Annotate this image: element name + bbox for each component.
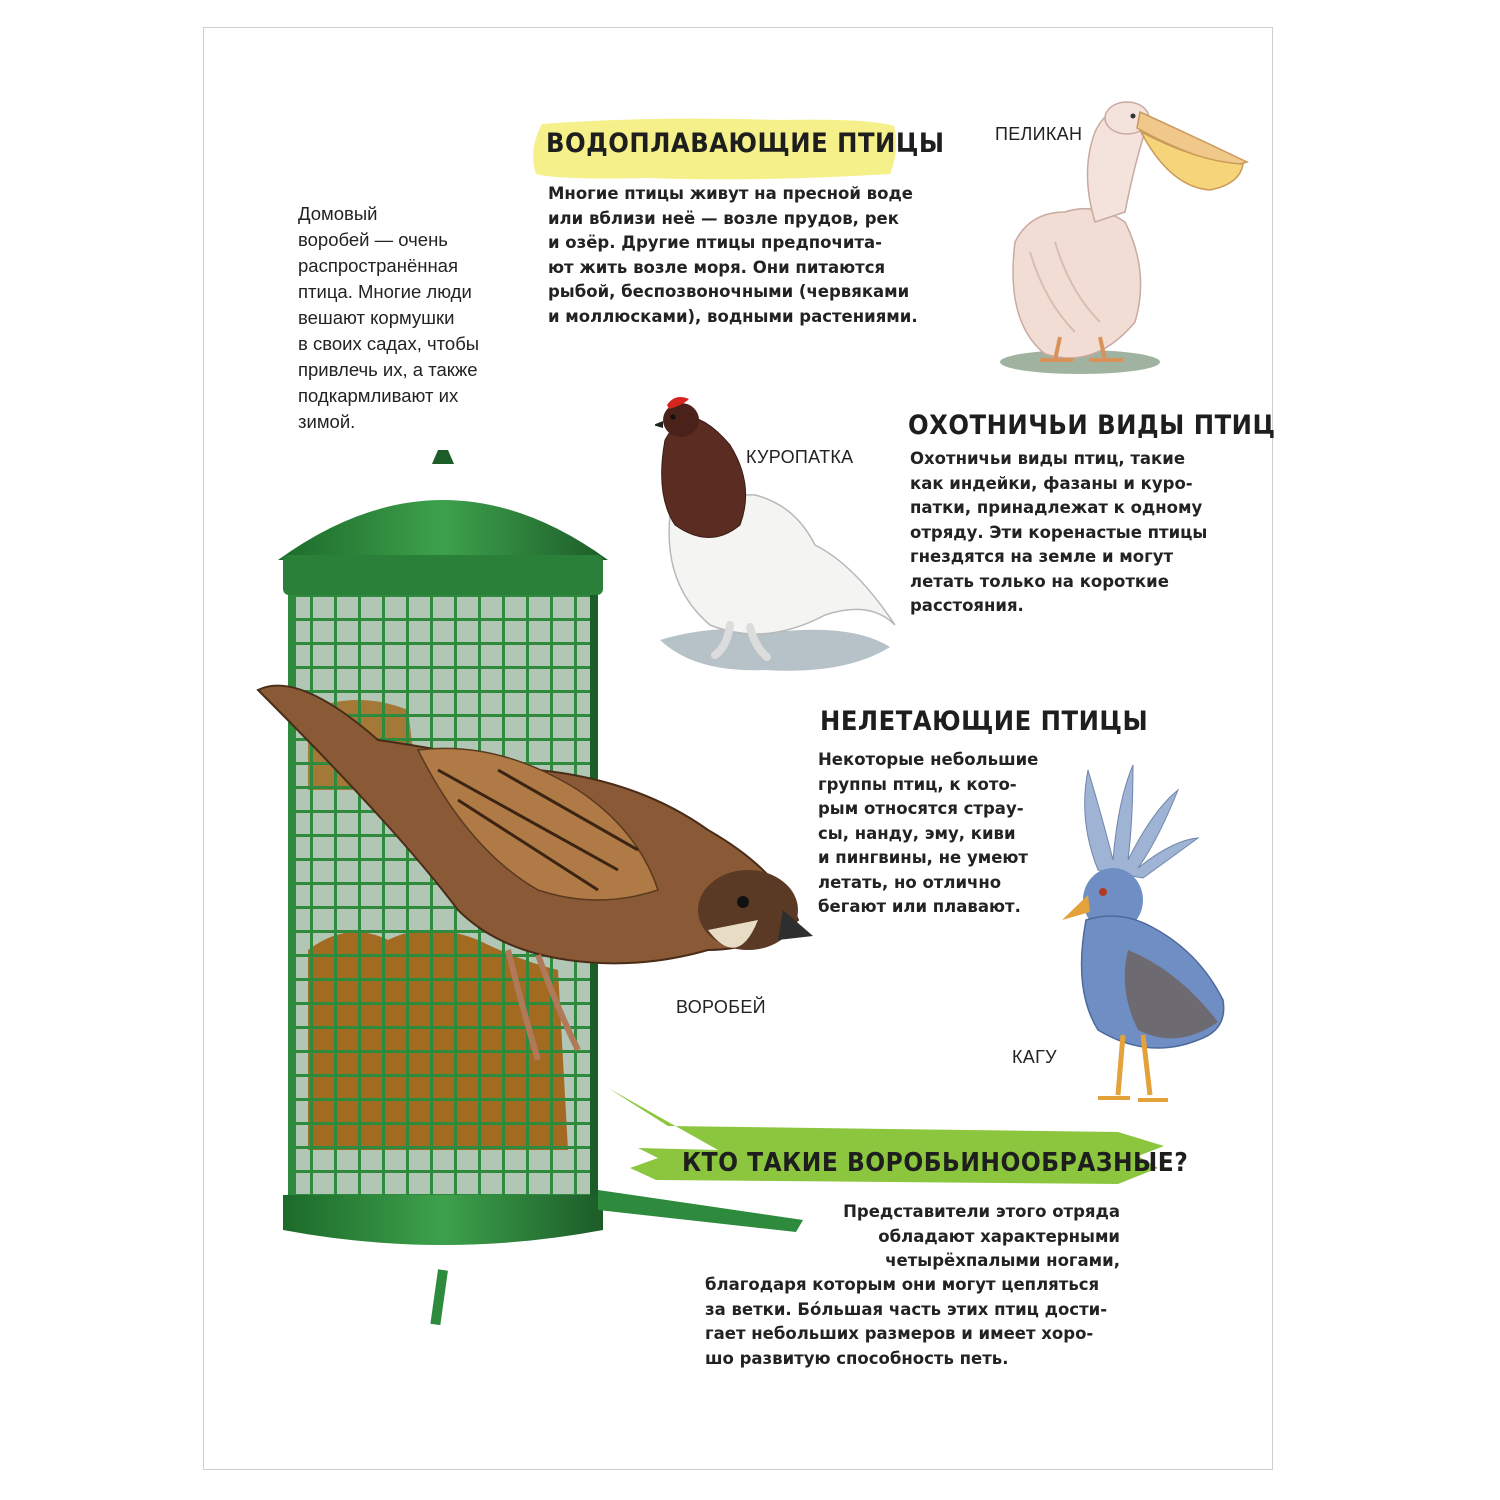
text-line: Некоторые небольшие [818,750,1039,769]
text-line: как индейки, фазаны и куро- [910,473,1193,493]
partridge-caption: КУРОПАТКА [746,447,854,467]
text-line: расстояния. [910,596,1024,615]
text-line: рыбой, беспозвоночными (червяками [548,282,910,301]
text-line: и пингвины, не умеют [818,848,1028,867]
text-line: Охотничьи виды птиц, такие [910,449,1186,468]
passerine-text-continued [705,1273,1107,1371]
pelican-illustration [985,92,1255,382]
text-line: Представители этого отряда [843,1202,1120,1221]
passerine-text [700,1200,1120,1274]
text-line: отряду. Эти коренастые птицы [910,522,1208,542]
water-birds-text [548,182,918,329]
sidebar-line: вешают кормушки [298,307,455,328]
text-line: обладают характерными [878,1226,1120,1246]
game-birds-heading: ОХОТНИЧЬИ ВИДЫ ПТИЦ [908,410,1276,441]
pelican-caption: ПЕЛИКАН [995,124,1083,144]
bird-feeder-illustration [238,450,818,1330]
sidebar-line: подкармливают их [298,385,459,406]
text-line: сы, нанду, эму, киви [818,823,1016,843]
sidebar-line: зимой. [298,411,356,432]
text-line: четырёхпалыми ногами, [885,1251,1120,1270]
sidebar-line: воробей — очень [298,229,448,250]
text-line: и озёр. Другие птицы предпочита- [548,233,882,252]
sidebar-line: Домовый [298,203,378,224]
text-line: и моллюсками), водными растениями. [548,306,918,326]
sidebar-line: распространённая [298,255,458,276]
text-line: за ветки. Бóльшая часть этих птиц дости- [705,1299,1108,1319]
text-line: шо развитую способность петь. [705,1348,1009,1368]
water-birds-heading: ВОДОПЛАВАЮЩИЕ ПТИЦЫ [546,128,945,159]
sparrow-caption: ВОРОБЕЙ [676,997,766,1017]
passerine-heading: КТО ТАКИЕ ВОРОБЬИНООБРАЗНЫЕ? [682,1148,1189,1178]
text-line: летать только на короткие [910,571,1169,591]
text-line: летать, но отлично [818,872,1002,892]
text-line: гает небольших размеров и имеет хоро- [705,1324,1094,1343]
text-line: благодаря которым они могут цепляться [705,1275,1100,1294]
text-line: группы птиц, к кото- [818,774,1017,794]
text-line: ют жить возле моря. Они питаются [548,257,886,277]
text-line: бегают или плавают. [818,897,1021,916]
sidebar-line: в своих садах, чтобы [298,333,480,354]
text-line: рым относятся страу- [818,799,1024,818]
sidebar-line: привлечь их, а также [298,359,478,380]
sidebar-line: птица. Многие люди [298,281,472,302]
text-line: Многие птицы живут на пресной воде [548,184,913,203]
kagu-caption: КАГУ [1012,1047,1057,1067]
sparrow-sidebar-text [298,201,479,435]
text-line: гнездятся на земле и могут [910,547,1174,566]
flightless-birds-heading: НЕЛЕТАЮЩИЕ ПТИЦЫ [820,706,1149,737]
kagu-illustration [1058,760,1233,1110]
flightless-birds-text [818,748,1038,920]
game-birds-text [910,447,1207,619]
text-line: или вблизи неё — возле прудов, рек [548,208,899,228]
text-line: патки, принадлежат к одному [910,498,1203,517]
